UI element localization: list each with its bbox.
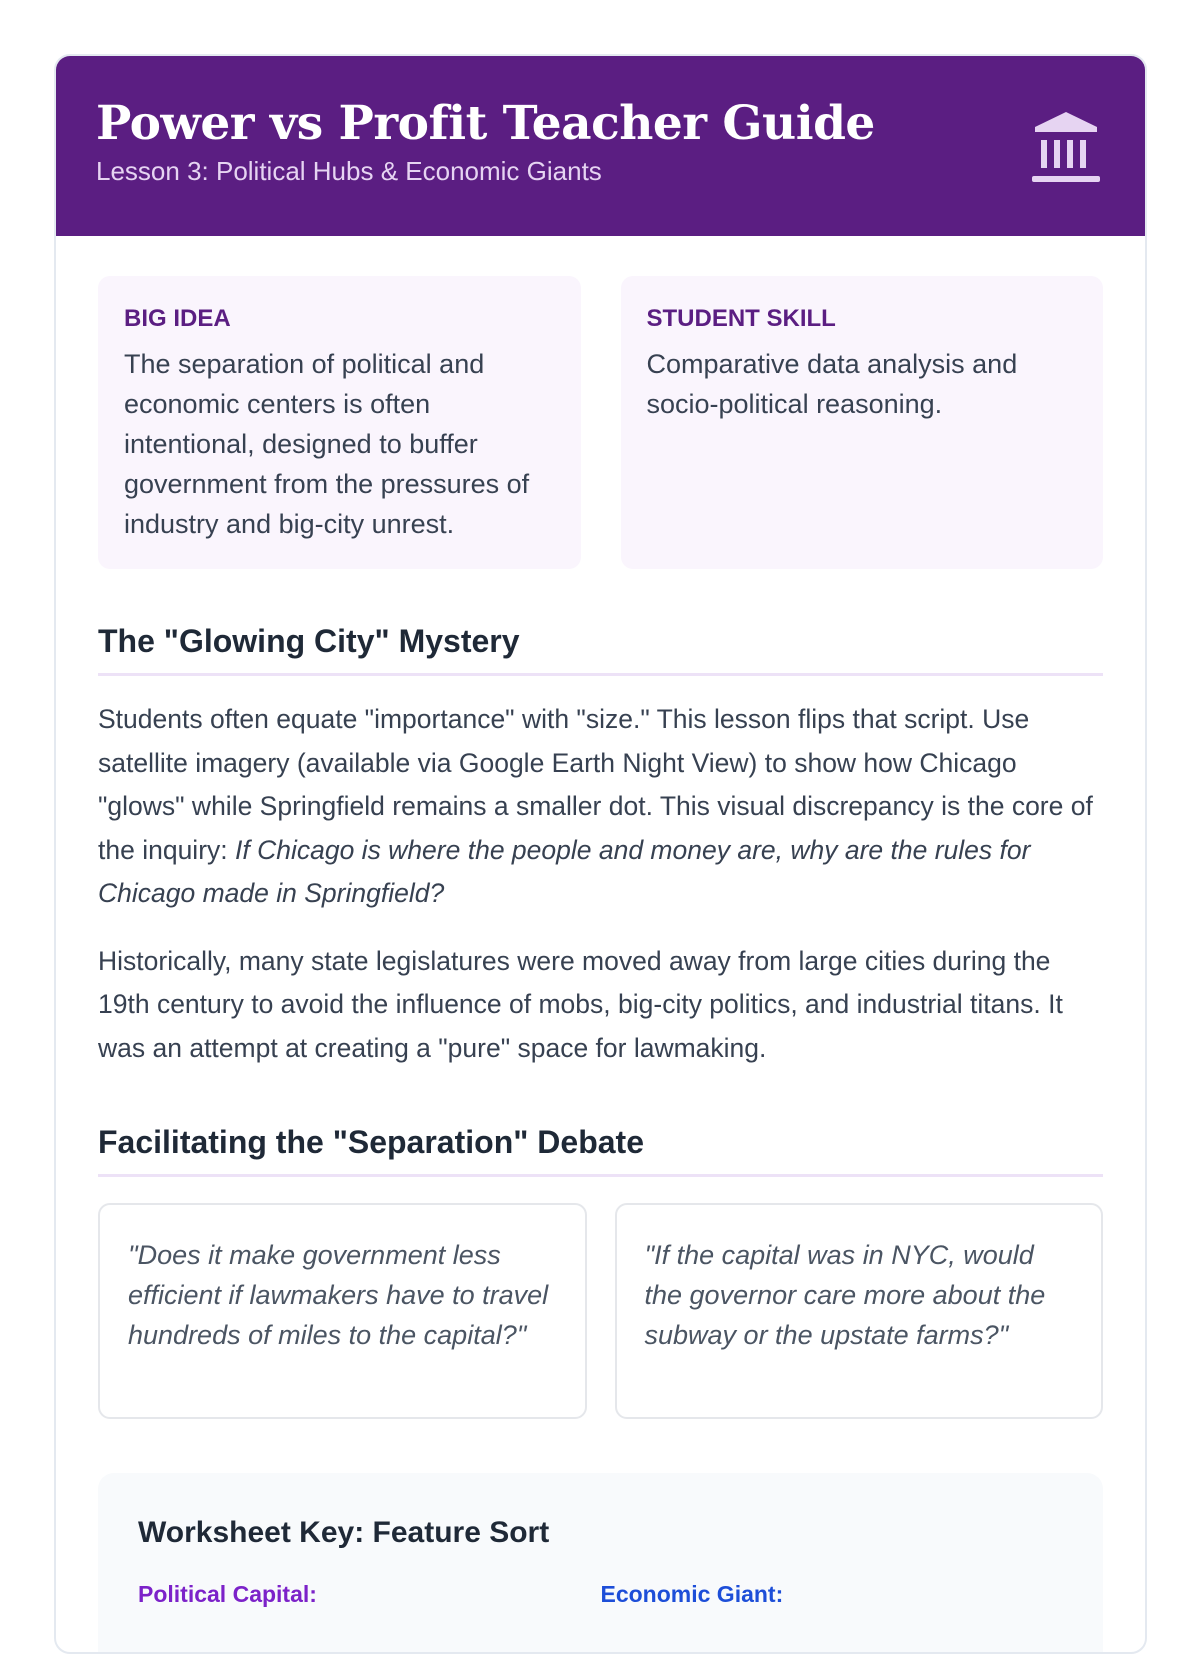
- worksheet-title: Worksheet Key: Feature Sort: [138, 1516, 550, 1549]
- mystery-paragraph-2: Historically, many state legislatures were moved away from large cities during the 19th century to avoid the influence of mobs, big-city politics, and industrial titans. It was an attempt at creating a "pure" space for lawmaking.: [98, 945, 1063, 1063]
- lesson-subtitle: Lesson 3: Political Hubs & Economic Giants: [96, 156, 602, 186]
- mystery-paragraph-1-text: Students often equate "importance" with "size." This lesson flips that script. Use satellite imagery (available via Google Earth Night View) to show how Chicago "glows" while Springfield remains a smaller dot. This visual discrepancy is the core of the inquiry:: [98, 704, 1093, 865]
- big-idea-box: [98, 276, 581, 569]
- worksheet-key-panel: [98, 1473, 1103, 1654]
- page-title: Power vs Profit Teacher Guide: [96, 96, 875, 151]
- capitol-building-icon: [1031, 110, 1101, 184]
- summary-boxes: [98, 276, 1103, 569]
- mystery-heading: The "Glowing City" Mystery: [98, 621, 1103, 676]
- debate-question-card: "If the capital was in NYC, would the governor care more about the subway or the upstate farms?": [615, 1203, 1104, 1419]
- economic-giant-heading: Economic Giant:: [600, 1581, 784, 1607]
- big-idea-text: The separation of political and economic centers is often intentional, designed to buffer government from the pressures of industry and big-city unrest.: [124, 349, 530, 539]
- guide-header: [56, 56, 1145, 236]
- mystery-paragraph-1: [98, 698, 1103, 916]
- student-skill-label: STUDENT SKILL: [646, 305, 836, 332]
- debate-heading: Facilitating the "Separation" Debate: [98, 1122, 1103, 1177]
- teacher-guide-card: [54, 54, 1147, 1654]
- political-capital-heading: Political Capital:: [138, 1581, 317, 1607]
- debate-questions: [98, 1203, 1103, 1419]
- guide-body: [56, 236, 1145, 1654]
- big-idea-label: BIG IDEA: [124, 305, 231, 332]
- debate-question-card: "Does it make government less efficient if lawmakers have to travel hundreds of miles to the capital?": [98, 1203, 587, 1419]
- student-skill-box: [621, 276, 1104, 569]
- inquiry-question: If Chicago is where the people and money are, why are the rules for Chicago made in Springfield?: [98, 834, 1031, 908]
- student-skill-text: Comparative data analysis and socio-political reasoning.: [646, 349, 1018, 419]
- worksheet-columns: [138, 1581, 1063, 1608]
